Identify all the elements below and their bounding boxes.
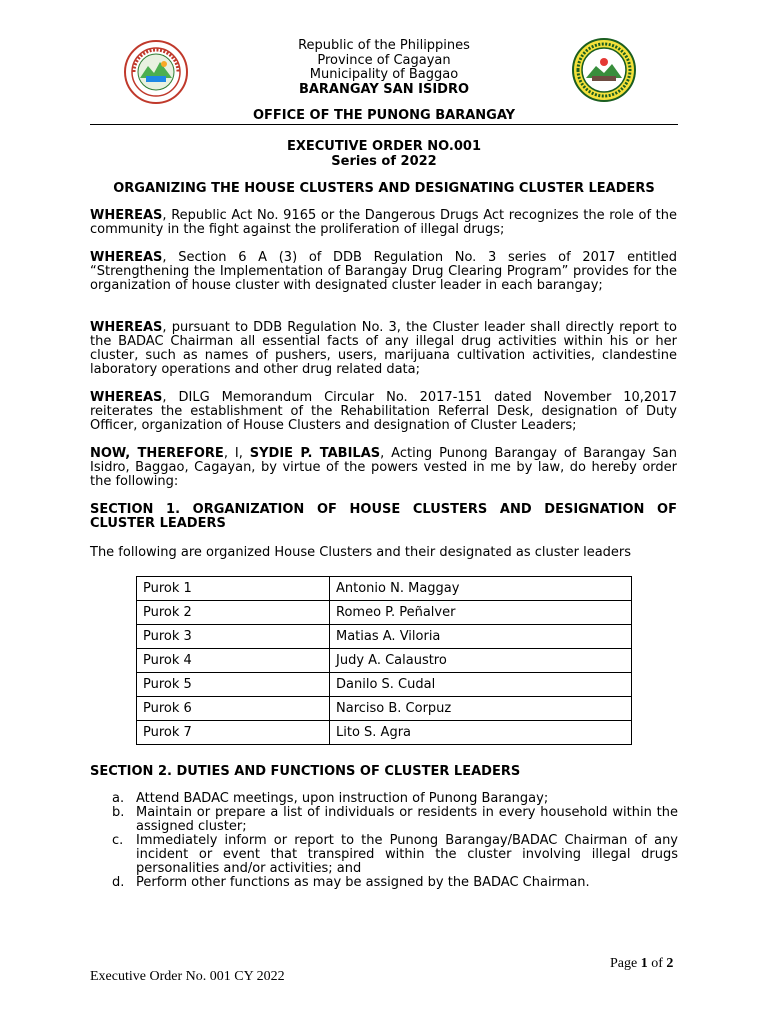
cluster-leaders-table [136,576,632,745]
current-page: 1 [640,956,648,971]
order-heading [0,140,768,169]
office-title: OFFICE OF THE PUNONG BARANGAY [252,108,516,123]
leader-cell: Romeo P. Peñalver [330,601,632,625]
whereas-clause-2 [90,251,677,293]
total-pages: 2 [666,956,674,971]
duties-list [112,792,678,890]
whereas-clause-3 [90,321,677,377]
header-divider [90,124,678,125]
whereas-text: , DILG Memorandum Circular No. 2017-151 dated November 10,2017 reiterates the establishment of the Rehabilitation Referral Desk, designation of Duty Officer, organization of House Clusters and designation of Cluster Leaders; [90,390,677,433]
list-marker: c. [112,833,124,848]
header-barangay: BARANGAY SAN ISIDRO [298,81,470,97]
list-item-text: Maintain or prepare a list of individuals or residents in every household within the assigned cluster; [136,805,678,834]
order-subject: ORGANIZING THE HOUSE CLUSTERS AND DESIGNATING CLUSTER LEADERS [113,181,655,196]
now-therefore-lead: NOW, THEREFORE [90,446,224,461]
purok-cell: Purok 1 [137,577,330,601]
section-1-intro: The following are organized House Clusters and their designated as cluster leaders [90,545,632,560]
leader-cell: Danilo S. Cudal [330,673,632,697]
of-word: of [647,956,667,971]
leader-cell: Matias A. Viloria [330,625,632,649]
section-1-heading: SECTION 1. ORGANIZATION OF HOUSE CLUSTERS AND DESIGNATION OF CLUSTER LEADERS [90,502,677,531]
header-province: Province of Cagayan [317,52,451,68]
list-item-text: Immediately inform or report to the Punong Barangay/BADAC Chairman of any incident or event that transpired within the cluster involving illegal drugs personalities and/or activities; and [136,833,678,876]
footer-reference: Executive Order No. 001 CY 2022 [90,969,285,984]
order-series: Series of 2022 [331,153,437,169]
whereas-lead: WHEREAS [90,208,163,223]
list-item [112,792,678,806]
page-number [610,956,673,972]
whereas-clause-1 [90,209,677,237]
page-word: Page [610,956,641,971]
purok-cell: Purok 4 [137,649,330,673]
now-therefore-mid: , I, [223,446,250,461]
table-row [137,721,632,745]
leader-cell: Lito S. Agra [330,721,632,745]
whereas-text: , Republic Act No. 9165 or the Dangerous Drugs Act recognizes the role of the community in the fight against the proliferation of illegal drugs; [90,208,677,237]
whereas-clause-4 [90,391,677,433]
leader-cell: Judy A. Calaustro [330,649,632,673]
whereas-lead: WHEREAS [90,390,163,405]
list-marker: b. [112,805,125,820]
table-row [137,673,632,697]
now-therefore-text: , Acting Punong Barangay of Barangay San Isidro, Baggao, Cagayan, by virtue of the powers vested in me by law, do hereby order the following: [90,446,678,489]
whereas-lead: WHEREAS [90,320,163,335]
header-municipality: Municipality of Baggao [309,67,459,82]
table-row [137,601,632,625]
purok-cell: Purok 5 [137,673,330,697]
list-item [112,806,678,834]
whereas-text: , pursuant to DDB Regulation No. 3, the Cluster leader shall directly report to the BADAC Chairman all essential facts of any illegal drug activities within his or her cluster, such as names of pushers, users, marijuana cultivation activities, clandestine laboratory operations and other drug related data; [90,320,677,377]
purok-cell: Purok 2 [137,601,330,625]
list-marker: a. [112,791,125,806]
list-marker: d. [112,875,125,890]
purok-cell: Purok 3 [137,625,330,649]
order-number: EXECUTIVE ORDER NO.001 [286,139,482,154]
leader-cell: Antonio N. Maggay [330,577,632,601]
signatory-name: SYDIE P. TABILAS [249,446,381,461]
table-row [137,625,632,649]
purok-cell: Purok 6 [137,697,330,721]
section-2-heading: SECTION 2. DUTIES AND FUNCTIONS OF CLUSTER LEADERS [90,764,521,779]
table-row [137,697,632,721]
whereas-text: , Section 6 A (3) of DDB Regulation No. 3 series of 2017 entitled “Strengthening the Implementation of Barangay Drug Clearing Program” provides for the organization of house cluster with designated cluster leader in each barangay; [90,250,677,293]
list-item [112,876,678,890]
table-row [137,649,632,673]
leader-cell: Narciso B. Corpuz [330,697,632,721]
list-item [112,834,678,876]
whereas-lead: WHEREAS [90,250,163,265]
header-country: Republic of the Philippines [298,38,470,53]
purok-cell: Purok 7 [137,721,330,745]
table-row [137,577,632,601]
now-therefore-clause [90,447,677,489]
list-item-text: Perform other functions as may be assigned by the BADAC Chairman. [136,875,590,890]
letterhead [0,39,768,97]
list-item-text: Attend BADAC meetings, upon instruction of Punong Barangay; [136,791,549,806]
